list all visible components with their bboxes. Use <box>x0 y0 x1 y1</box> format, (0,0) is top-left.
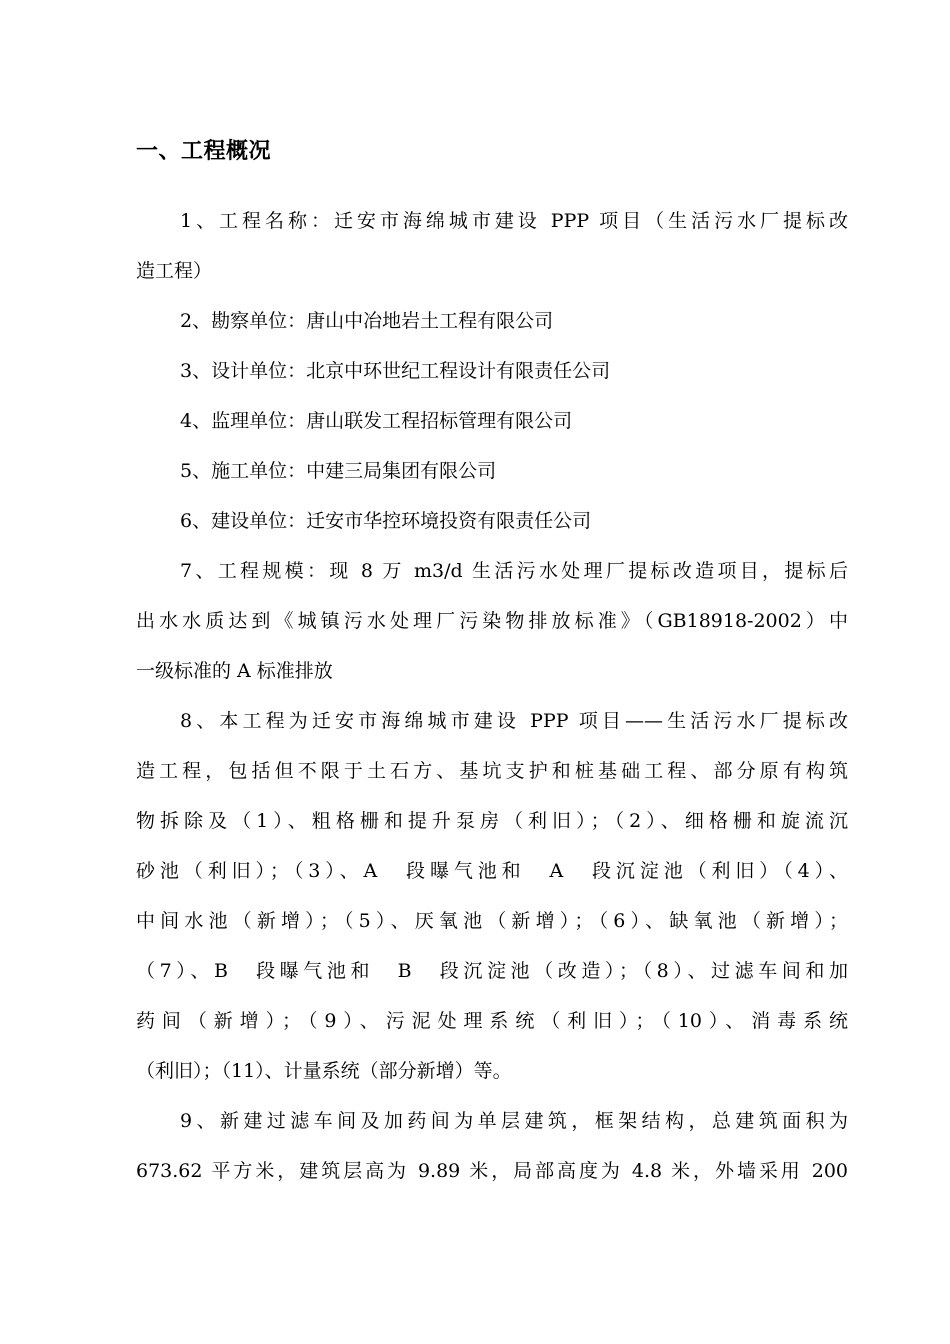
paragraph-7-line-2: 出水水质达到《城镇污水处理厂污染物排放标准》（GB18918-2002）中 <box>136 610 848 632</box>
paragraph-8-line-8: （利旧）；（11）、计量系统（部分新增）等。 <box>136 1060 512 1082</box>
paragraph-1-line-1: 1、工程名称：迁安市海绵城市建设 PPP 项目（生活污水厂提标改 <box>180 210 848 232</box>
paragraph-8-line-1: 8、本工程为迁安市海绵城市建设 PPP 项目——生活污水厂提标改 <box>180 710 848 732</box>
paragraph-5-line-1: 5、施工单位：中建三局集团有限公司 <box>180 460 497 482</box>
paragraph-8-line-4: 砂池（利旧）；（3）、A 段曝气池和 A 段沉淀池（利旧）（4）、 <box>136 860 848 882</box>
paragraph-1-line-2: 造工程） <box>136 260 213 282</box>
body-text <box>136 196 848 1196</box>
paragraph-6-line-1: 6、建设单位：迁安市华控环境投资有限责任公司 <box>180 510 592 532</box>
paragraph-8-line-6: （7）、B 段曝气池和 B 段沉淀池（改造）；（8）、过滤车间和加 <box>136 960 848 982</box>
paragraph-2-line-1: 2、勘察单位：唐山中冶地岩土工程有限公司 <box>180 310 554 332</box>
paragraph-8-line-5: 中间水池（新增）；（5）、厌氧池（新增）；（6）、缺氧池（新增）； <box>136 910 848 932</box>
paragraph-9-line-1: 9、新建过滤车间及加药间为单层建筑，框架结构，总建筑面积为 <box>180 1110 848 1132</box>
paragraph-9-line-2: 673.62 平方米，建筑层高为 9.89 米，局部高度为 4.8 米，外墙采用 200 <box>136 1160 848 1182</box>
section-heading: 一、工程概况 <box>136 139 272 164</box>
paragraph-3-line-1: 3、设计单位：北京中环世纪工程设计有限责任公司 <box>180 360 611 382</box>
paragraph-7-line-1: 7、工程规模：现 8 万 m3/d 生活污水处理厂提标改造项目，提标后 <box>180 560 848 582</box>
paragraph-8-line-7: 药间（新增）；（9）、污泥处理系统（利旧）；（10）、消毒系统 <box>136 1010 848 1032</box>
paragraph-7-line-3: 一级标准的 A 标准排放 <box>136 660 333 682</box>
paragraph-8-line-2: 造工程，包括但不限于土石方、基坑支护和桩基础工程、部分原有构筑 <box>136 760 848 782</box>
paragraph-8-line-3: 物拆除及（1）、粗格栅和提升泵房（利旧）；（2）、细格栅和旋流沉 <box>136 810 848 832</box>
paragraph-4-line-1: 4、监理单位：唐山联发工程招标管理有限公司 <box>180 410 573 432</box>
